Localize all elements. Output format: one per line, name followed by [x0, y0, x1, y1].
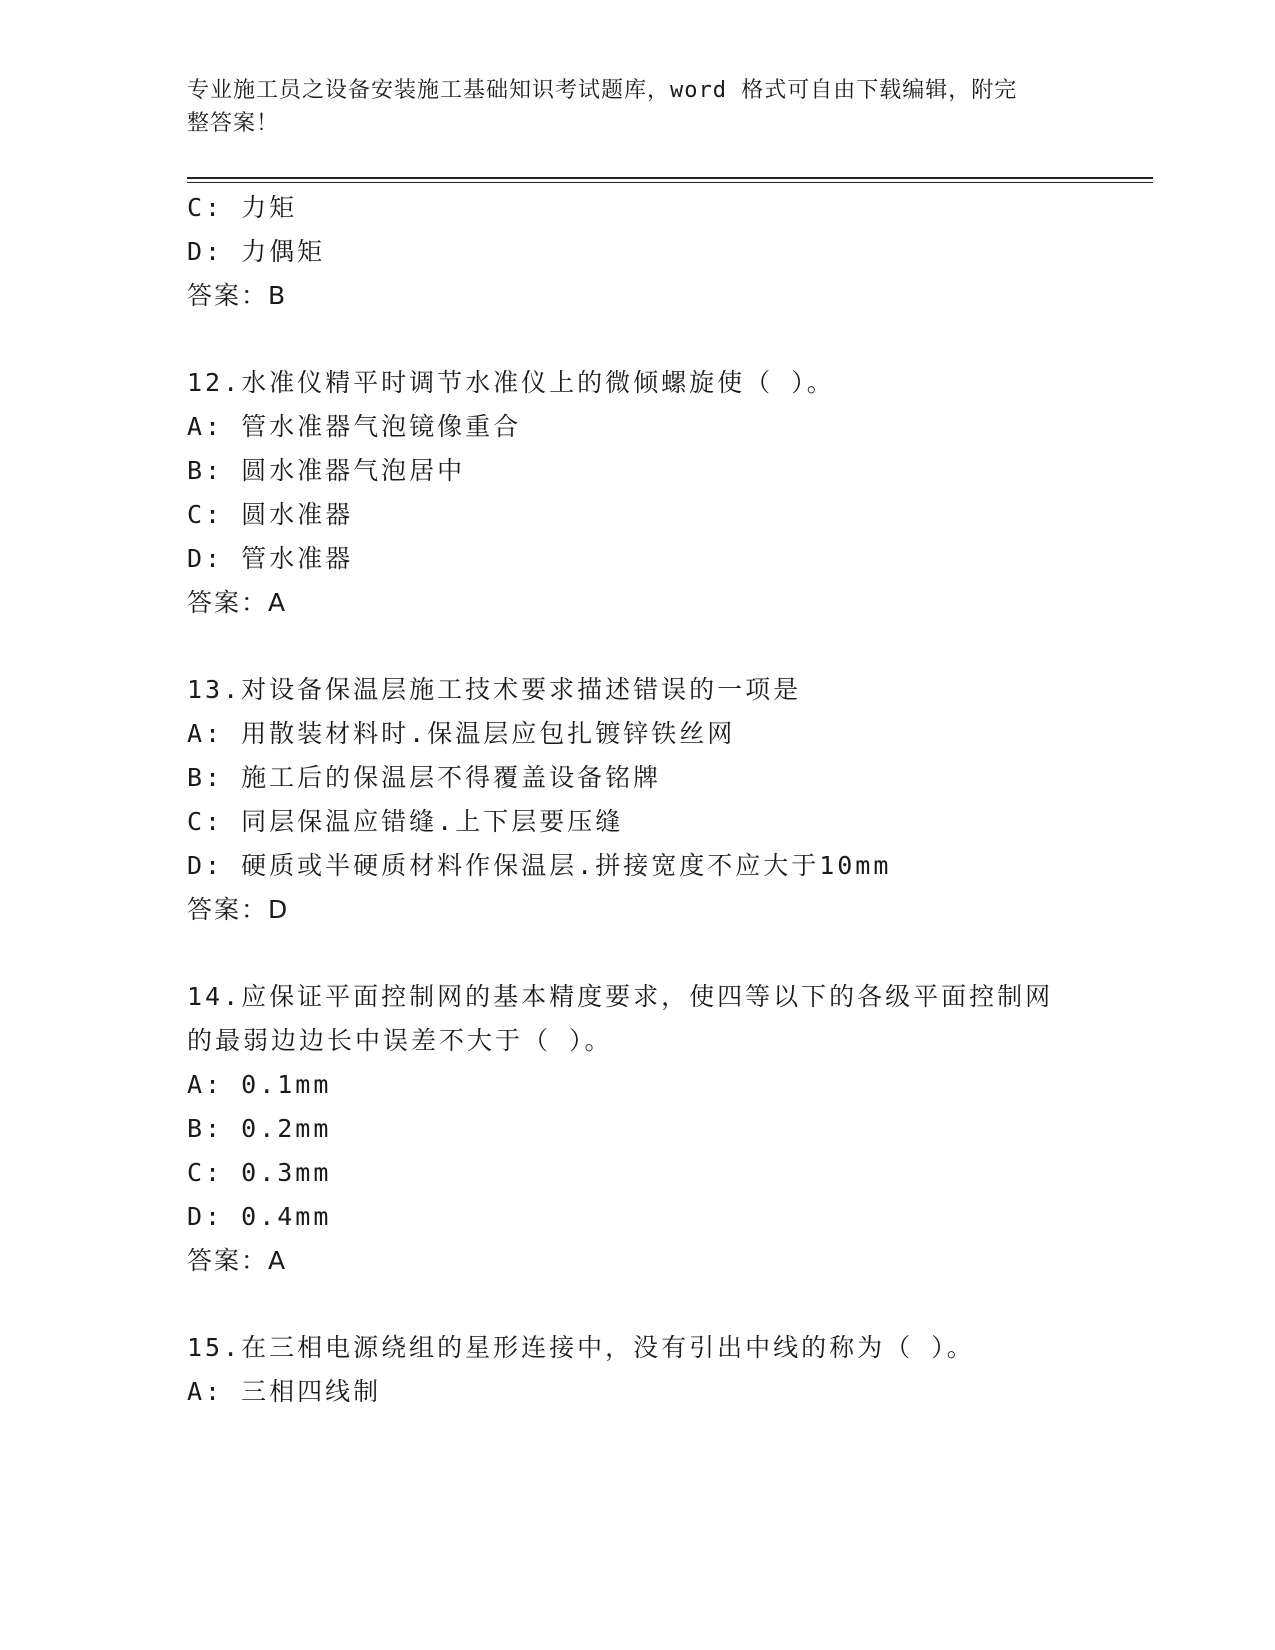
answer-prev: 答案：B [187, 281, 288, 310]
question-14-option-c: C: 0.3mm [187, 1158, 332, 1187]
question-12-option-d: D: 管水准器 [187, 544, 354, 573]
question-15-stem: 15.在三相电源绕组的星形连接中，没有引出中线的称为（ ）。 [187, 1333, 975, 1362]
question-14-option-a: A: 0.1mm [187, 1070, 332, 1099]
header-title-line-2: 整答案！ [187, 111, 280, 136]
header-title-line-1: 专业施工员之设备安装施工基础知识考试题库，word 格式可自由下载编辑，附完 [187, 78, 1018, 103]
question-12-option-c: C: 圆水准器 [187, 500, 354, 529]
header-divider-thick [187, 177, 1153, 179]
question-14-stem-line-1: 14.应保证平面控制网的基本精度要求，使四等以下的各级平面控制网 [187, 982, 1054, 1011]
question-12-option-b: B: 圆水准器气泡居中 [187, 456, 466, 485]
question-12-answer: 答案：A [187, 588, 288, 617]
question-14-answer: 答案：A [187, 1246, 288, 1275]
question-13-stem: 13.对设备保温层施工技术要求描述错误的一项是 [187, 675, 802, 704]
question-14-option-d: D: 0.4mm [187, 1202, 332, 1231]
question-13-option-a: A: 用散装材料时.保温层应包扎镀锌铁丝网 [187, 719, 736, 748]
option-c-prev: C: 力矩 [187, 193, 298, 222]
question-12-stem: 12.水准仪精平时调节水准仪上的微倾螺旋使（ ）。 [187, 368, 835, 397]
question-15-option-a: A: 三相四线制 [187, 1377, 382, 1406]
question-14-stem-line-2: 的最弱边边长中误差不大于（ ）。 [187, 1026, 613, 1055]
question-14-option-b: B: 0.2mm [187, 1114, 332, 1143]
question-12-option-a: A: 管水准器气泡镜像重合 [187, 412, 522, 441]
question-13-answer: 答案：D [187, 895, 290, 924]
option-d-prev: D: 力偶矩 [187, 237, 326, 266]
header-divider-thin [187, 182, 1153, 183]
document-header [187, 74, 1067, 140]
question-13-option-c: C: 同层保温应错缝.上下层要压缝 [187, 807, 624, 836]
question-13-option-d: D: 硬质或半硬质材料作保温层.拼接宽度不应大于10mm [187, 851, 892, 880]
question-13-option-b: B: 施工后的保温层不得覆盖设备铭牌 [187, 763, 662, 792]
